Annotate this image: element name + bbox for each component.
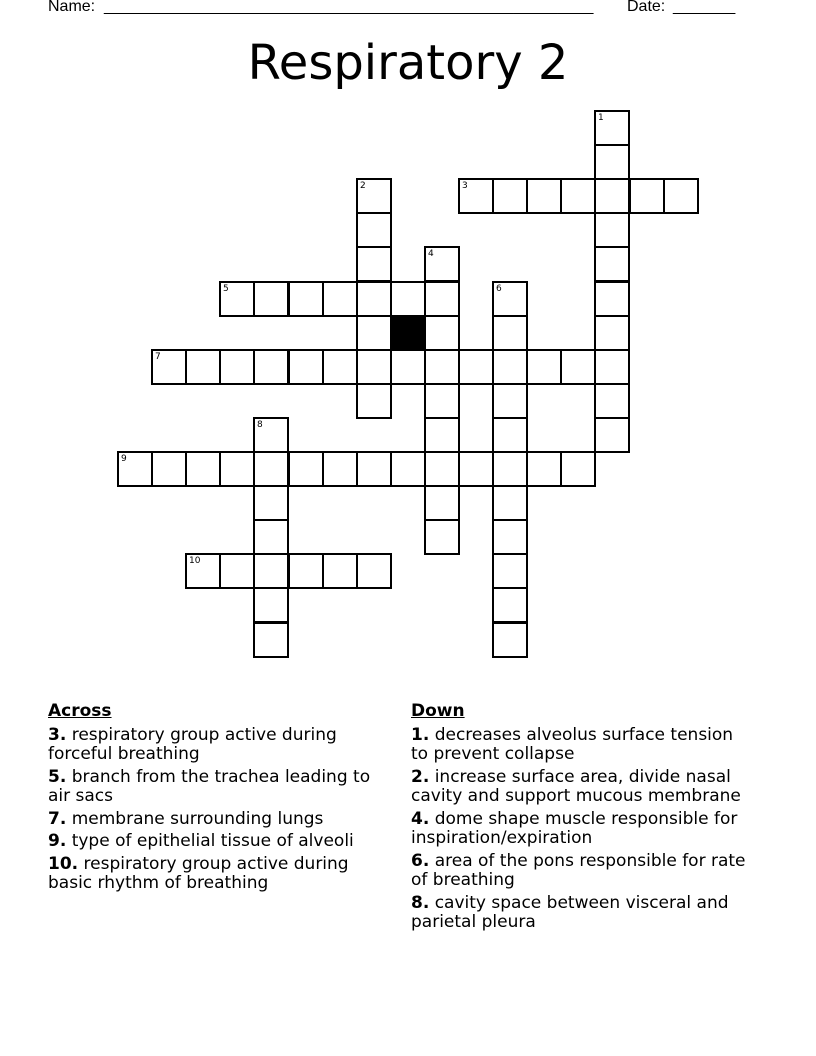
grid-cell[interactable] bbox=[356, 178, 392, 214]
grid-cell[interactable] bbox=[219, 451, 255, 487]
grid-cell[interactable] bbox=[594, 110, 630, 146]
grid-cell[interactable] bbox=[322, 451, 358, 487]
grid-cell[interactable] bbox=[594, 281, 630, 317]
grid-cell[interactable] bbox=[424, 315, 460, 351]
clue-number: 6. bbox=[411, 850, 430, 871]
grid-cell[interactable] bbox=[185, 451, 221, 487]
grid-cell[interactable] bbox=[356, 212, 392, 248]
grid-cell[interactable] bbox=[594, 246, 630, 282]
grid-cell[interactable] bbox=[356, 383, 392, 419]
grid-cell[interactable] bbox=[253, 622, 289, 658]
grid-cell[interactable] bbox=[492, 485, 528, 521]
grid-cell[interactable] bbox=[253, 281, 289, 317]
grid-cell[interactable] bbox=[151, 349, 187, 385]
clue-number: 5. bbox=[48, 766, 67, 787]
grid-cell[interactable] bbox=[594, 383, 630, 419]
date-label: Date: bbox=[627, 0, 666, 15]
clue-number: 4. bbox=[411, 808, 430, 829]
grid-cell[interactable] bbox=[288, 553, 324, 589]
clue-text: area of the pons responsible for rate of breathing bbox=[411, 850, 746, 890]
grid-cell[interactable] bbox=[492, 281, 528, 317]
grid-cell[interactable] bbox=[424, 349, 460, 385]
grid-cell[interactable] bbox=[594, 144, 630, 180]
across-clue bbox=[48, 810, 388, 830]
grid-cell[interactable] bbox=[492, 519, 528, 555]
grid-cell[interactable] bbox=[219, 349, 255, 385]
across-clue bbox=[48, 726, 388, 765]
name-label: Name: bbox=[48, 0, 96, 15]
clue-text: decreases alveolus surface tension to prevent collapse bbox=[411, 724, 734, 764]
clue-text: dome shape muscle responsible for inspiration/expiration bbox=[411, 808, 738, 848]
grid-cell[interactable] bbox=[322, 553, 358, 589]
grid-cell[interactable] bbox=[356, 281, 392, 317]
across-heading: Across bbox=[48, 701, 112, 721]
grid-cell[interactable] bbox=[356, 315, 392, 351]
grid-cell[interactable] bbox=[356, 451, 392, 487]
grid-cell[interactable] bbox=[492, 315, 528, 351]
clue-number-label: 3 bbox=[462, 181, 468, 191]
clue-number: 9. bbox=[48, 831, 67, 851]
grid-cell[interactable] bbox=[288, 281, 324, 317]
grid-cell[interactable] bbox=[356, 349, 392, 385]
page-title: Respiratory 2 bbox=[247, 35, 569, 91]
grid-cell[interactable] bbox=[594, 315, 630, 351]
clue-number-label: 7 bbox=[155, 352, 161, 362]
grid-cell[interactable] bbox=[629, 178, 665, 214]
grid-cell[interactable] bbox=[322, 281, 358, 317]
down-heading: Down bbox=[411, 701, 465, 721]
clue-number-label: 5 bbox=[223, 284, 229, 294]
clue-number-label: 6 bbox=[496, 284, 502, 294]
grid-cell[interactable] bbox=[424, 246, 460, 282]
clue-number-label: 4 bbox=[428, 249, 434, 259]
grid-cell[interactable] bbox=[356, 553, 392, 589]
across-clues bbox=[48, 702, 388, 897]
grid-cell[interactable] bbox=[560, 178, 596, 214]
across-clue bbox=[48, 832, 388, 852]
grid-cell[interactable] bbox=[492, 349, 528, 385]
grid-cell[interactable] bbox=[288, 349, 324, 385]
grid-cell[interactable] bbox=[322, 349, 358, 385]
grid-cell[interactable] bbox=[219, 553, 255, 589]
grid-cell[interactable] bbox=[253, 553, 289, 589]
grid-cell[interactable] bbox=[560, 451, 596, 487]
clue-text: membrane surrounding lungs bbox=[71, 808, 324, 829]
clue-number-label: 2 bbox=[360, 181, 366, 191]
grid-cell[interactable] bbox=[424, 519, 460, 555]
clue-text: increase surface area, divide nasal cavity and support mucous membrane bbox=[411, 766, 741, 806]
clue-text: branch from the trachea leading to air sacs bbox=[48, 766, 371, 806]
grid-cell[interactable] bbox=[390, 281, 426, 317]
clue-number-label: 1 bbox=[598, 113, 604, 123]
grid-cell[interactable] bbox=[390, 451, 426, 487]
down-clue bbox=[411, 894, 751, 933]
grid-cell[interactable] bbox=[185, 349, 221, 385]
grid-cell[interactable] bbox=[492, 553, 528, 589]
grid-cell[interactable] bbox=[253, 519, 289, 555]
grid-cell[interactable] bbox=[594, 417, 630, 453]
grid-cell[interactable] bbox=[594, 349, 630, 385]
grid-cell[interactable] bbox=[560, 349, 596, 385]
grid-cell[interactable] bbox=[492, 587, 528, 623]
grid-cell[interactable] bbox=[663, 178, 699, 214]
grid-cell[interactable] bbox=[253, 451, 289, 487]
clue-text: respiratory group active during forceful breathing bbox=[48, 724, 337, 764]
grid-cell[interactable] bbox=[424, 383, 460, 419]
clue-number: 10. bbox=[48, 853, 79, 874]
grid-cell[interactable] bbox=[458, 178, 494, 214]
grid-cell[interactable] bbox=[594, 178, 630, 214]
grid-cell[interactable] bbox=[492, 622, 528, 658]
clue-text: type of epithelial tissue of alveoli bbox=[71, 831, 354, 851]
grid-cell[interactable] bbox=[424, 451, 460, 487]
clue-number: 8. bbox=[411, 892, 430, 913]
name-blank[interactable]: _______________________________________________________ bbox=[104, 0, 594, 15]
grid-cell[interactable] bbox=[492, 451, 528, 487]
grid-cell[interactable] bbox=[424, 281, 460, 317]
clue-number: 3. bbox=[48, 724, 67, 745]
grid-cell[interactable] bbox=[424, 417, 460, 453]
date-blank[interactable]: _______ bbox=[673, 0, 736, 15]
down-clue bbox=[411, 810, 751, 849]
grid-cell[interactable] bbox=[492, 417, 528, 453]
grid-cell[interactable] bbox=[424, 485, 460, 521]
grid-cell[interactable] bbox=[526, 451, 562, 487]
across-clue bbox=[48, 855, 388, 894]
across-clue bbox=[48, 768, 388, 807]
grid-cell[interactable] bbox=[356, 246, 392, 282]
clue-text: respiratory group active during basic rhythm of breathing bbox=[48, 853, 349, 893]
clue-number-label: 9 bbox=[121, 454, 127, 464]
grid-cell[interactable] bbox=[253, 485, 289, 521]
down-clue bbox=[411, 768, 751, 807]
grid-cell[interactable] bbox=[526, 178, 562, 214]
grid-cell[interactable] bbox=[492, 383, 528, 419]
grid-cell[interactable] bbox=[117, 451, 153, 487]
grid-cell[interactable] bbox=[253, 587, 289, 623]
clue-number-label: 8 bbox=[257, 420, 263, 430]
clue-number-label: 10 bbox=[189, 556, 201, 566]
grid-cell[interactable] bbox=[492, 178, 528, 214]
clue-number: 7. bbox=[48, 808, 67, 829]
grid-cell[interactable] bbox=[253, 349, 289, 385]
grid-cell[interactable] bbox=[526, 349, 562, 385]
grid-cell[interactable] bbox=[151, 451, 187, 487]
grid-cell[interactable] bbox=[390, 349, 426, 385]
grid-cell[interactable] bbox=[185, 553, 221, 589]
grid-cell[interactable] bbox=[288, 451, 324, 487]
down-clue bbox=[411, 852, 751, 891]
down-clue bbox=[411, 726, 751, 765]
down-clues bbox=[411, 702, 751, 936]
grid-cell[interactable] bbox=[458, 349, 494, 385]
grid-cell[interactable] bbox=[458, 451, 494, 487]
grid-cell[interactable] bbox=[594, 212, 630, 248]
clue-text: cavity space between visceral and parietal pleura bbox=[411, 892, 729, 932]
clue-number: 1. bbox=[411, 724, 430, 745]
clue-number: 2. bbox=[411, 766, 430, 787]
grid-cell[interactable] bbox=[219, 281, 255, 317]
grid-cell[interactable] bbox=[253, 417, 289, 453]
black-cell bbox=[390, 315, 426, 351]
